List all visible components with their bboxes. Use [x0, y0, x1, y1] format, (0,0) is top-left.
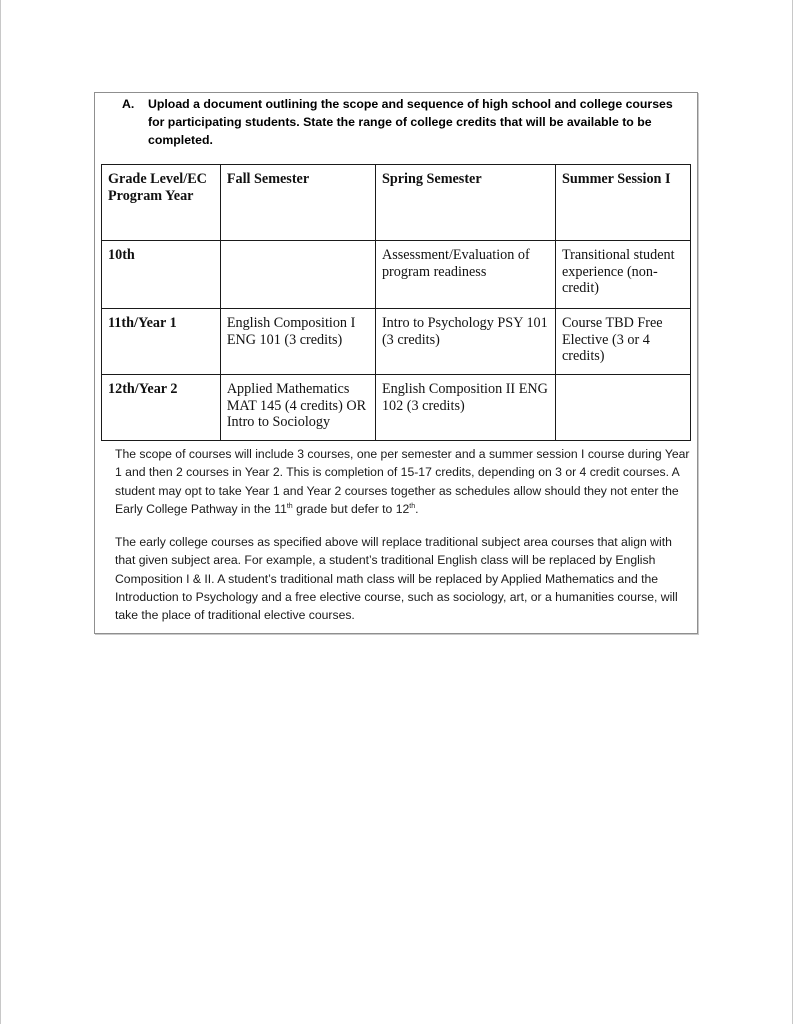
cell-fall [220, 241, 375, 309]
table-row [102, 241, 691, 309]
table-row [102, 309, 691, 375]
page-edge-right [792, 0, 793, 1024]
header-spring-semester: Spring Semester [375, 165, 555, 241]
cell-fall: Applied Mathematics MAT 145 (4 credits) OR Intro to Sociology [220, 375, 375, 441]
cell-summer: Course TBD Free Elective (3 or 4 credits) [555, 309, 690, 375]
question-box [94, 92, 698, 634]
page-edge-left [0, 0, 1, 1024]
scope-paragraph [115, 445, 693, 518]
header-grade-level: Grade Level/EC Program Year [102, 165, 221, 241]
question-text: Upload a document outlining the scope and sequence of high school and college courses for participating students. State the range of college credits that will be available to be completed. [148, 97, 673, 147]
ordinal-suffix: th [409, 502, 416, 510]
row-label: 11th/Year 1 [102, 309, 221, 375]
row-label: 12th/Year 2 [102, 375, 221, 441]
cell-spring: English Composition II ENG 102 (3 credits) [375, 375, 555, 441]
cell-fall: English Composition I ENG 101 (3 credits) [220, 309, 375, 375]
scope-text: The scope of courses will include 3 courses, one per semester and a summer session I course during Year 1 and then 2 courses in Year 2. This is completion of 15-17 credits, depending on 3 or 4 credit courses. A student may opt to take Year 1 and Year 2 courses together as schedules allow should they not enter the Early College Pathway in the 11 [115, 447, 690, 516]
row-label: 10th [102, 241, 221, 309]
table-row [102, 375, 691, 441]
cell-summer [555, 375, 690, 441]
course-schedule-table [101, 164, 691, 441]
cell-summer: Transitional student experience (non-credit) [555, 241, 690, 309]
cell-spring: Assessment/Evaluation of program readiness [375, 241, 555, 309]
header-summer-session: Summer Session I [555, 165, 690, 241]
cell-spring: Intro to Psychology PSY 101 (3 credits) [375, 309, 555, 375]
table-header-row [102, 165, 691, 241]
question-marker: A. [122, 97, 135, 111]
header-fall-semester: Fall Semester [220, 165, 375, 241]
question-prompt [122, 95, 692, 149]
scope-text-end: . [415, 501, 419, 516]
ordinal-suffix: th [286, 502, 293, 510]
replacement-paragraph: The early college courses as specified above will replace traditional subject area courses that align with that given subject area. For example, a student’s traditional English class will be replaced by English Composition I & II. A student’s traditional math class will be replaced by Applied Mathematics and the Introduction to Psychology and a free elective course, such as sociology, art, or a humanities course, will take the place of traditional elective courses. [115, 535, 678, 623]
scope-text-mid: grade but defer to 12 [292, 501, 410, 516]
